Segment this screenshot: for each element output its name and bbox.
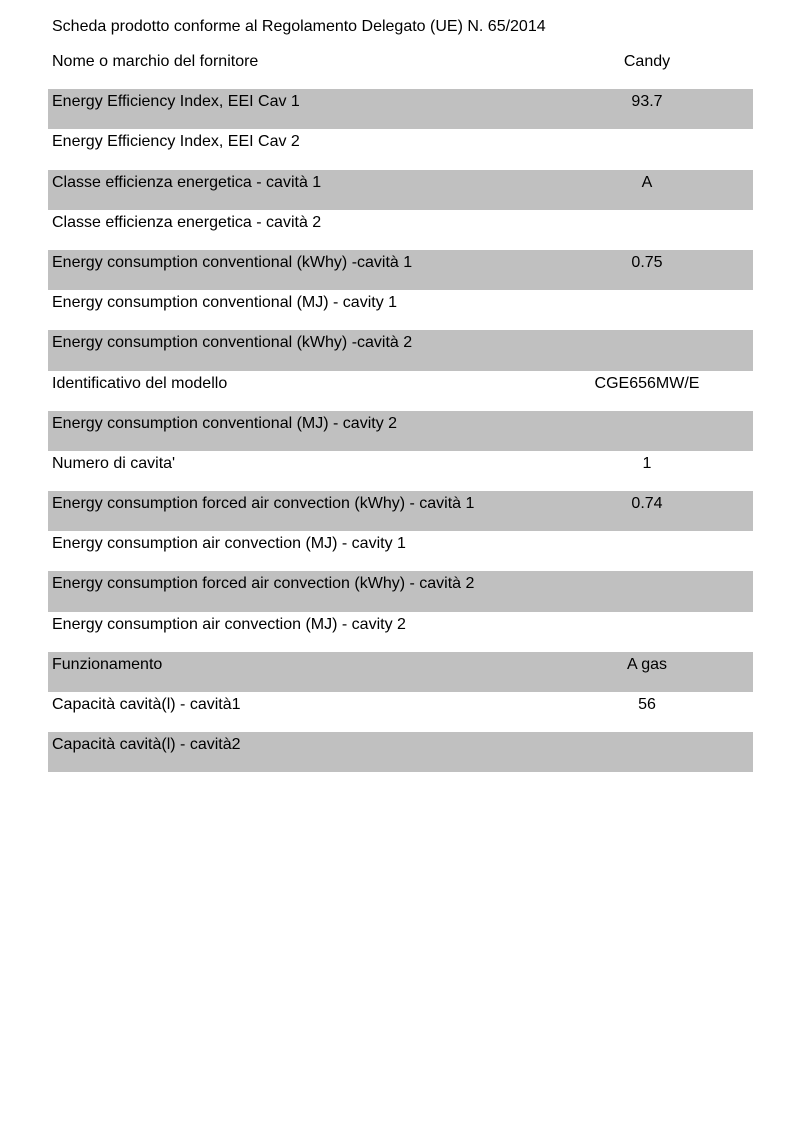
table-row <box>48 692 753 732</box>
table-row <box>48 732 753 772</box>
row-label: Energy consumption forced air convection (kWhy) - cavità 1 <box>52 495 475 513</box>
row-label: Nome o marchio del fornitore <box>52 53 259 70</box>
row-value: 0.74 <box>631 495 663 513</box>
table-row <box>48 210 753 250</box>
table-row <box>48 170 753 210</box>
row-value: Candy <box>623 53 671 70</box>
row-label: Classe efficienza energetica - cavità 1 <box>52 173 322 191</box>
row-value: 93.7 <box>631 93 663 111</box>
table-row <box>48 129 753 169</box>
table-row <box>48 571 753 611</box>
row-label: Energy Efficiency Index, EEI Cav 1 <box>52 93 300 111</box>
row-label: Classe efficienza energetica - cavità 2 <box>52 213 322 231</box>
row-value: 1 <box>642 454 652 472</box>
row-label: Energy Efficiency Index, EEI Cav 2 <box>52 133 300 151</box>
row-label: Energy consumption air convection (MJ) - cavity 2 <box>52 615 406 633</box>
table-row <box>48 49 753 89</box>
row-label: Capacità cavità(l) - cavità1 <box>52 696 241 713</box>
row-label: Funzionamento <box>52 655 163 673</box>
row-value: 0.75 <box>631 253 663 271</box>
row-label: Numero di cavita' <box>52 454 176 472</box>
table-row <box>48 451 753 491</box>
table-row <box>48 491 753 531</box>
row-value: A <box>641 173 653 191</box>
row-label: Identificativo del modello <box>52 374 228 392</box>
table-row <box>48 89 753 129</box>
row-label: Energy consumption conventional (kWhy) -cavità 2 <box>52 334 413 352</box>
table-row <box>48 330 753 370</box>
row-value: A gas <box>626 655 668 673</box>
row-label: Energy consumption forced air convection (kWhy) - cavità 2 <box>52 575 475 593</box>
row-value: 56 <box>638 696 656 713</box>
table-row <box>48 531 753 571</box>
table-row <box>48 652 753 692</box>
table-row <box>48 371 753 411</box>
table-row <box>48 250 753 290</box>
row-label: Energy consumption air convection (MJ) - cavity 1 <box>52 535 406 553</box>
table-row <box>48 290 753 330</box>
row-label: Energy consumption conventional (kWhy) -cavità 1 <box>52 253 413 271</box>
product-sheet-table <box>48 49 753 772</box>
row-label: Energy consumption conventional (MJ) - cavity 2 <box>52 414 398 432</box>
document-title: Scheda prodotto conforme al Regolamento Delegato (UE) N. 65/2014 <box>52 18 546 35</box>
row-value: CGE656MW/E <box>594 374 700 392</box>
row-label: Capacità cavità(l) - cavità2 <box>52 736 241 754</box>
table-row <box>48 411 753 451</box>
table-row <box>48 612 753 652</box>
row-label: Energy consumption conventional (MJ) - cavity 1 <box>52 294 398 312</box>
